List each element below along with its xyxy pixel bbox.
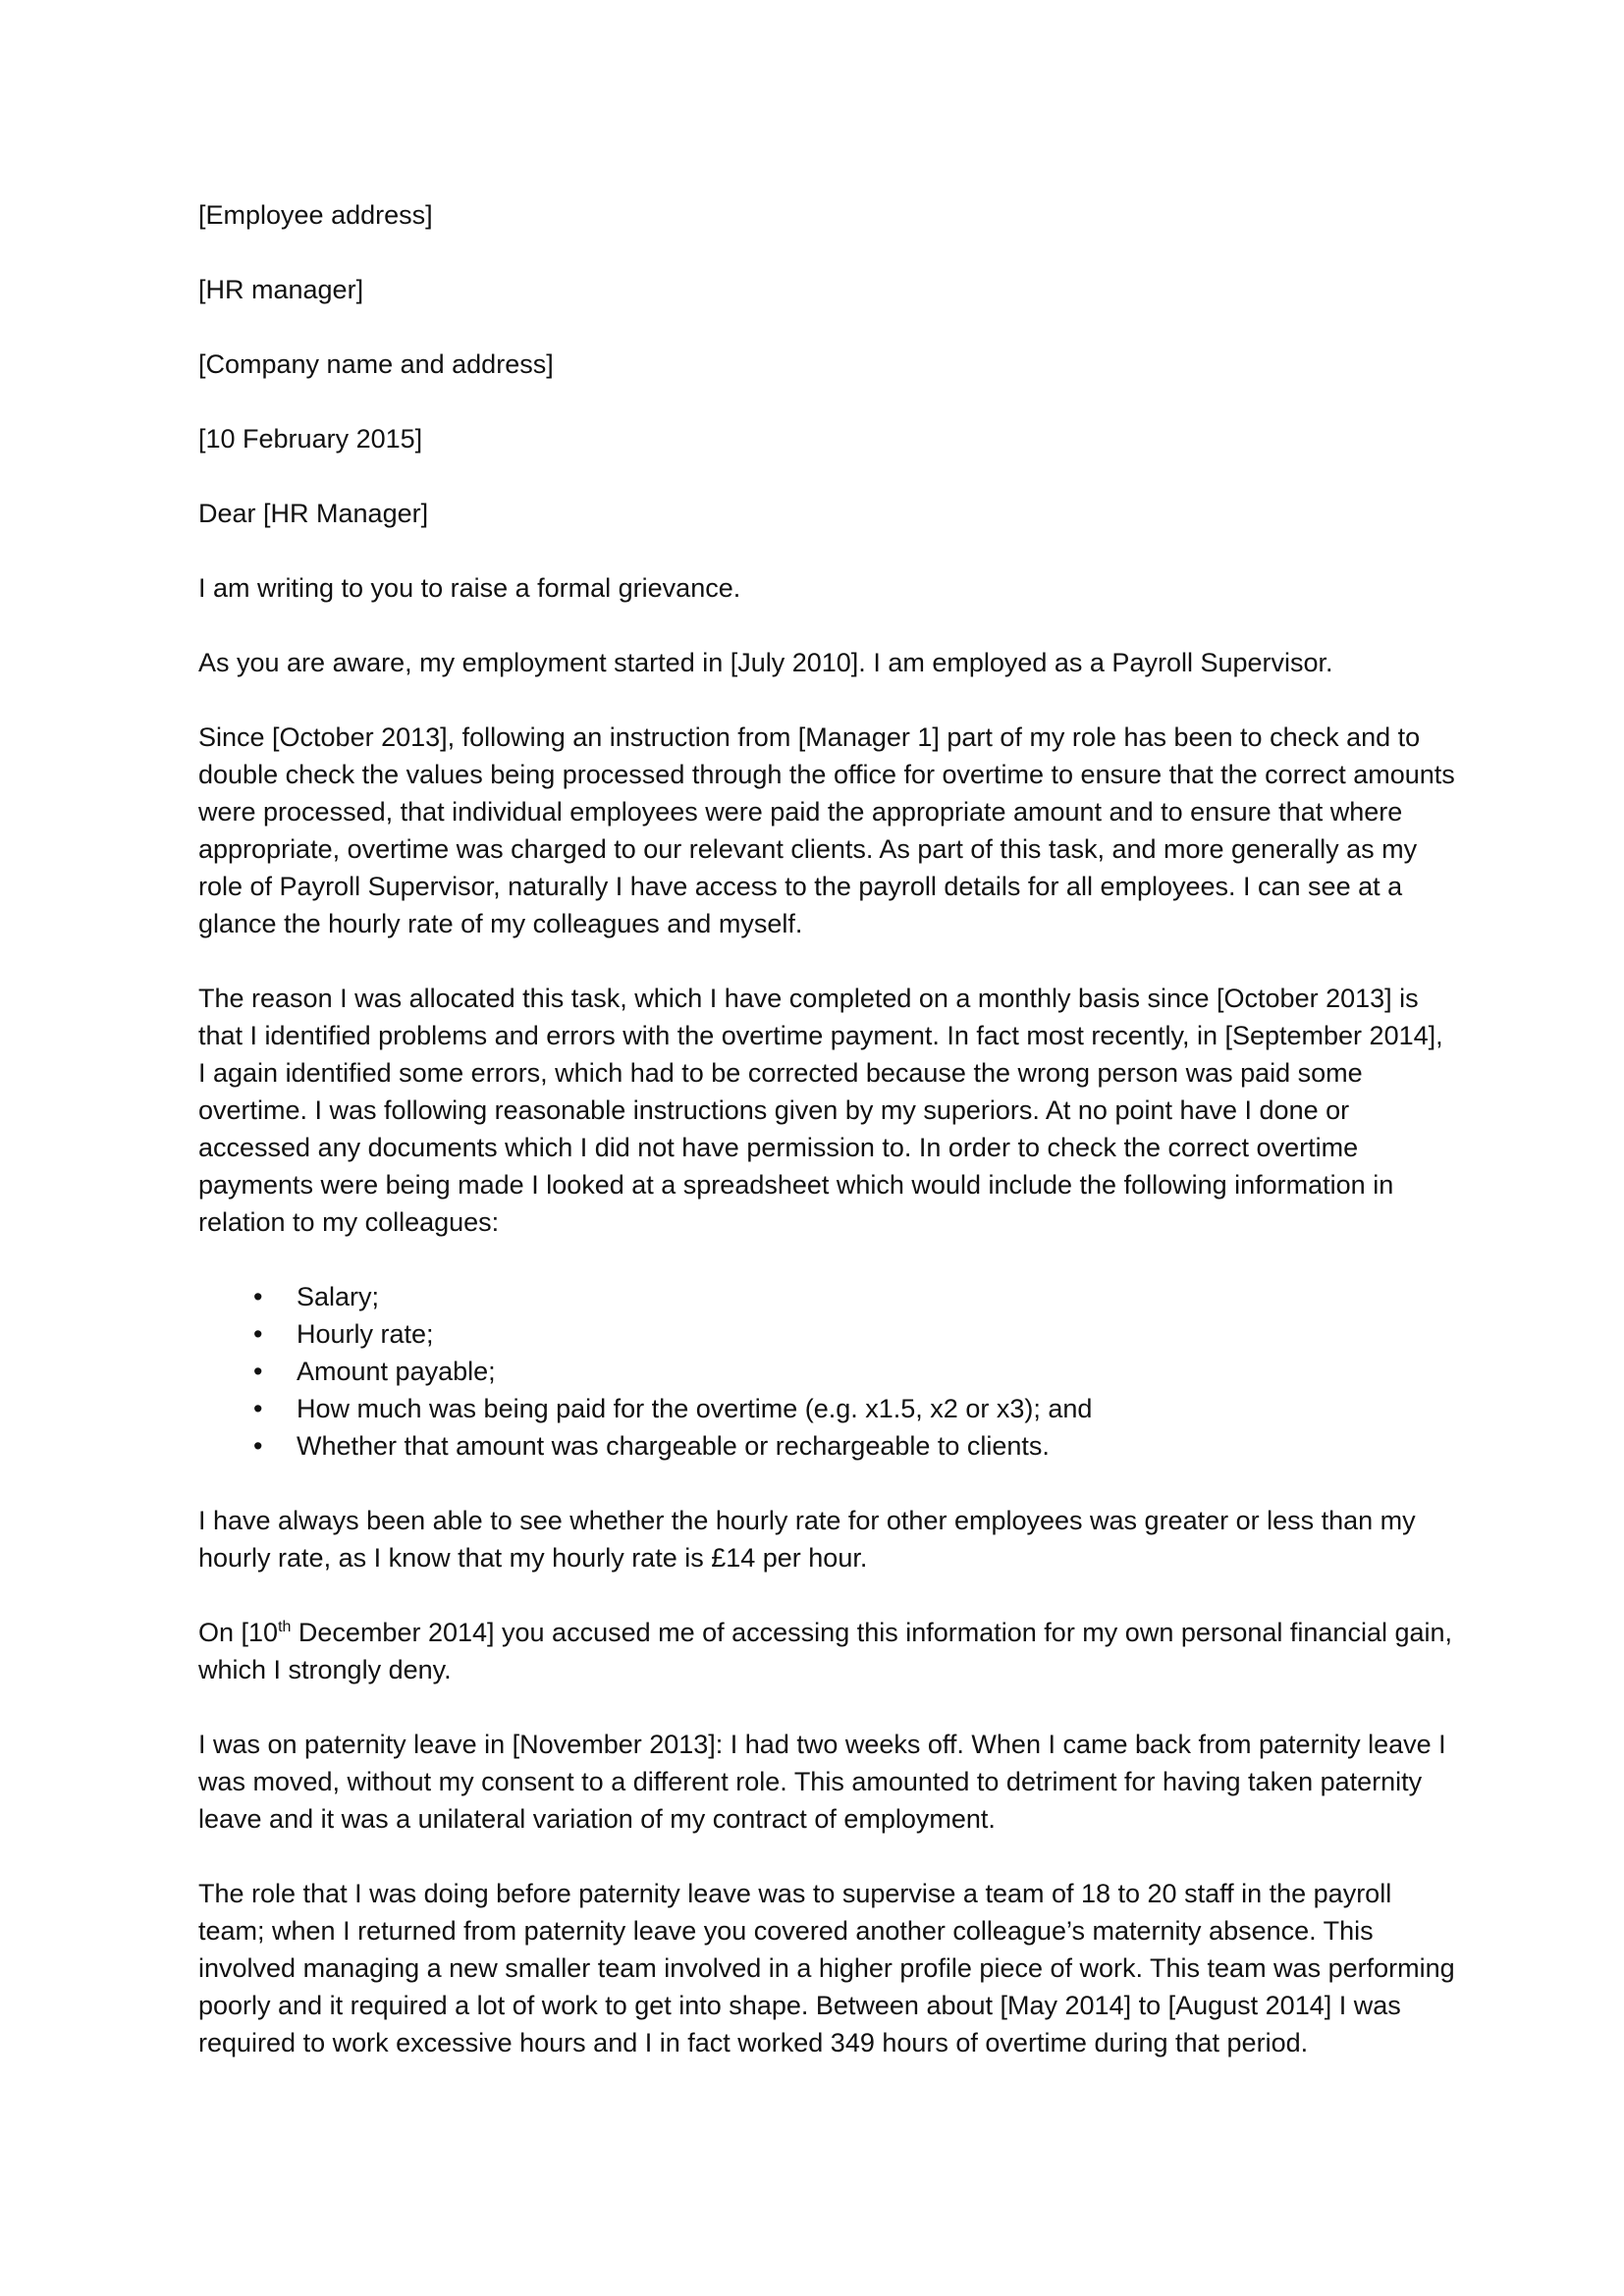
ordinal-suffix: th bbox=[278, 1619, 292, 1635]
paragraph-4: The reason I was allocated this task, which I have completed on a monthly basis since [October 2013] is that I identified problems and errors with the overtime payment. In fact most recently, in [September 2014], I again identified some errors, which had to be corrected because the wrong person was paid some overtime. I was following reasonable instructions given by my superiors. At no point have I done or accessed any documents which I did not have permission to. In order to check the correct overtime payments were being made I looked at a spreadsheet which would include the following information in relation to my colleagues: bbox=[198, 984, 1443, 1237]
salutation: Dear [HR Manager] bbox=[198, 499, 429, 528]
paragraph-3: Since [October 2013], following an instruction from [Manager 1] part of my role has been to check and to double check the values being processed through the office for overtime to ensure that the correct amounts were processed, that individual employees were paid the appropriate amount and to ensure that where appropriate, overtime was charged to our relevant clients. As part of this task, and more generally as my role of Payroll Supervisor, naturally I have access to the payroll details for all employees. I can see at a glance the hourly rate of my colleagues and myself. bbox=[198, 722, 1455, 938]
employee-address: [Employee address] bbox=[198, 200, 433, 230]
paragraph-7: I was on paternity leave in [November 2013]: I had two weeks off. When I came back from paternity leave I was moved, without my consent to a different role. This amounted to detriment for having taken paternity leave and it was a unilateral variation of my contract of employment. bbox=[198, 1730, 1446, 1834]
company-name-address: [Company name and address] bbox=[198, 349, 554, 379]
letter-date: [10 February 2015] bbox=[198, 424, 423, 454]
paragraph-6-rest: December 2014] you accused me of accessing this information for my own personal financial gain, which I strongly deny. bbox=[198, 1618, 1453, 1684]
paragraph-6 bbox=[198, 1614, 1455, 1688]
hr-manager: [HR manager] bbox=[198, 275, 364, 304]
list-item: • Amount payable; bbox=[198, 1353, 1455, 1390]
information-list bbox=[198, 1278, 1455, 1465]
paragraph-5: I have always been able to see whether the hourly rate for other employees was greater or less than my hourly rate, as I know that my hourly rate is £14 per hour. bbox=[198, 1506, 1416, 1573]
list-item: • Whether that amount was chargeable or rechargeable to clients. bbox=[198, 1427, 1455, 1465]
list-item: • Salary; bbox=[198, 1278, 1455, 1315]
paragraph-8: The role that I was doing before paternity leave was to supervise a team of 18 to 20 staff in the payroll team; when I returned from paternity leave you covered another colleague’s maternity absence. This involved managing a new smaller team involved in a higher profile piece of work. This team was performing poorly and it required a lot of work to get into shape. Between about [May 2014] to [August 2014] I was required to work excessive hours and I in fact worked 349 hours of overtime during that period. bbox=[198, 1879, 1455, 2057]
letter-page bbox=[198, 196, 1455, 2099]
list-item: • Hourly rate; bbox=[198, 1315, 1455, 1353]
paragraph-2: As you are aware, my employment started in [July 2010]. I am employed as a Payroll Supervisor. bbox=[198, 648, 1333, 677]
paragraph-1: I am writing to you to raise a formal grievance. bbox=[198, 573, 741, 603]
list-item: • How much was being paid for the overtime (e.g. x1.5, x2 or x3); and bbox=[198, 1390, 1455, 1427]
paragraph-6-start: On [10 bbox=[198, 1618, 279, 1647]
